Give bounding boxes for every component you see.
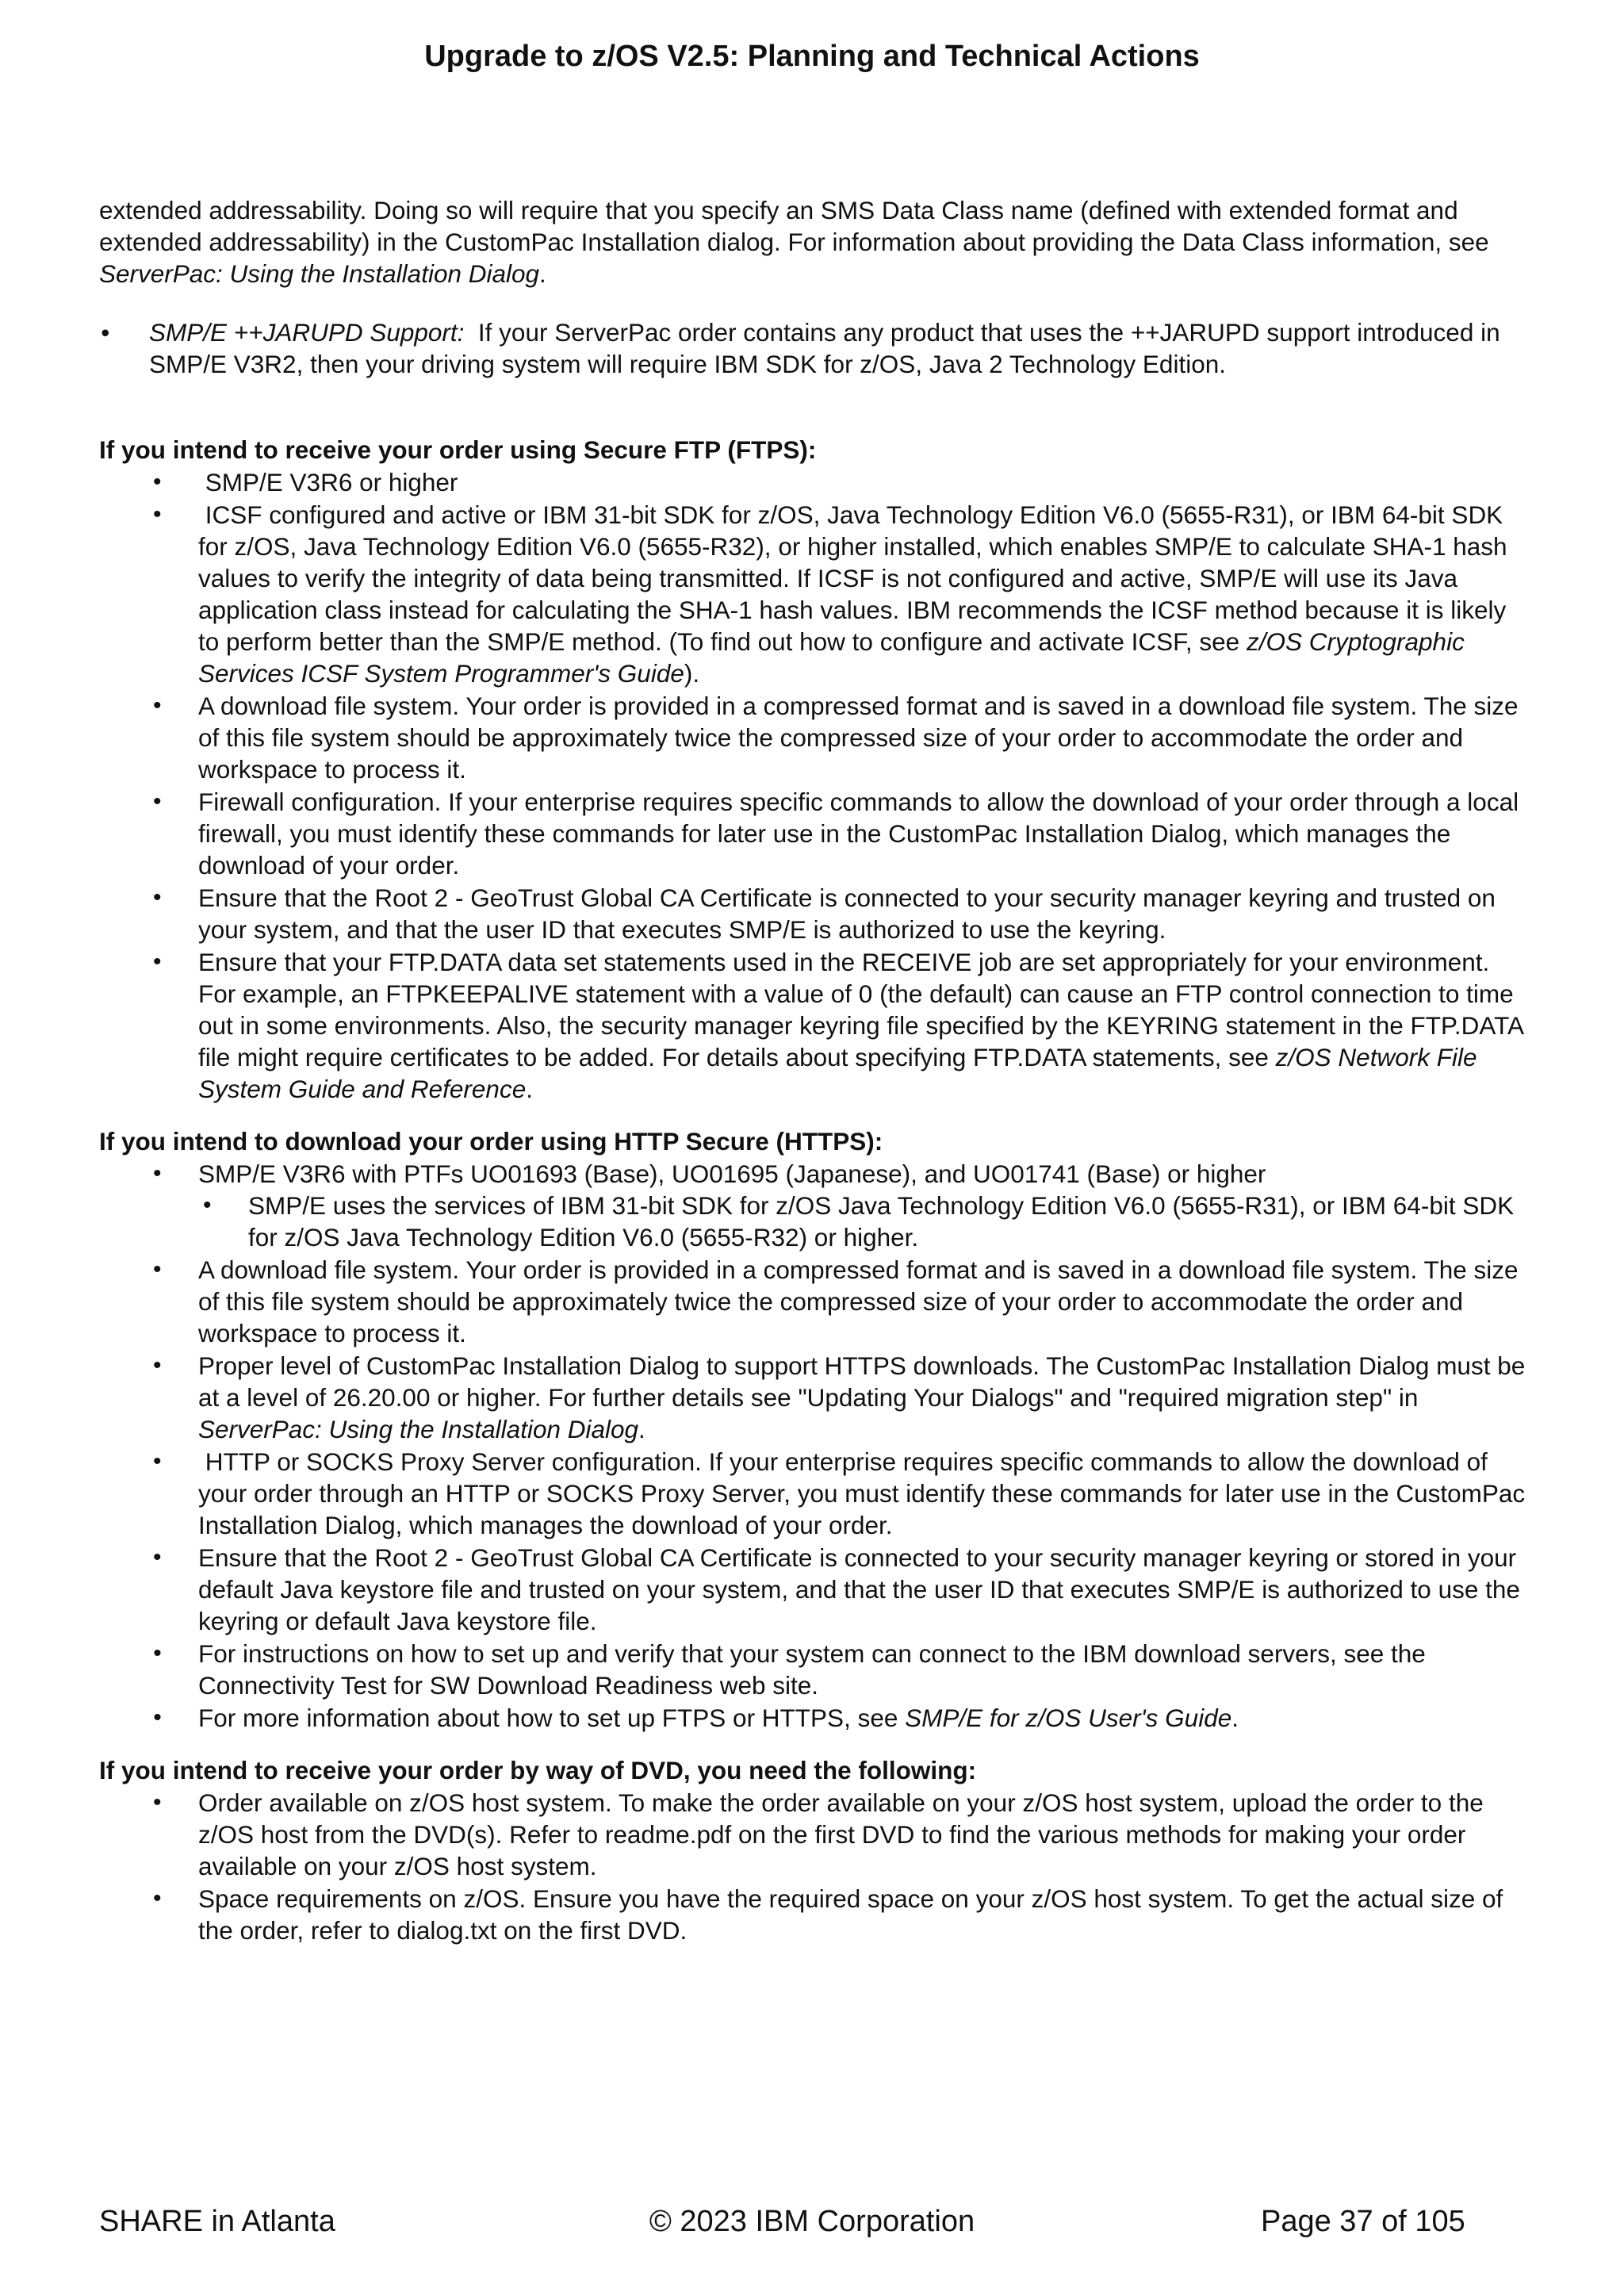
bullet-icon: • xyxy=(153,692,162,719)
doc-reference: z/OS Network File System Guide and Reference xyxy=(198,1043,1477,1103)
page-header xyxy=(0,40,1624,74)
ftps-heading: If you intend to receive your order using Secure FTP (FTPS): xyxy=(99,435,817,464)
footer-copyright: © 2023 IBM Corporation xyxy=(649,2205,975,2238)
bullet-icon: • xyxy=(153,1640,162,1666)
list-item: • Ensure that your FTP.DATA data set statements used in the RECEIVE job are set appropriately for your environment. For example, an FTPKEEPALIVE statement with a value of 0 (the default) can cause an FTP control connection to time out in some environments. Also, the security manager keyring file specified by the KEYRING statement in the FTP.DATA file might require certificates to be added. For details about specifying FTP.DATA statements, see z/OS Network File System Guide and Reference. xyxy=(153,948,1523,1103)
list-item: • ICSF configured and active or IBM 31-bit SDK for z/OS, Java Technology Edition V6.0 (5655-R31), or IBM 64-bit SDK for z/OS, Java Technology Edition V6.0 (5655-R32), or higher installed, which enables SMP/E to calculate SHA-1 hash values to verify the integrity of data being transmitted. If ICSF is not configured and active, SMP/E will use its Java application class instead for calculating the SHA-1 hash values. IBM recommends the ICSF method because it is likely to perform better than the SMP/E method. (To find out how to configure and activate ICSF, see z/OS Cryptographic Services ICSF System Programmer's Guide). xyxy=(153,500,1515,688)
bullet-icon: • xyxy=(153,1885,162,1911)
list-item: • For instructions on how to set up and verify that your system can connect to the IBM download servers, see the Connectivity Test for SW Download Readiness web site. xyxy=(153,1639,1426,1700)
bullet-icon: • xyxy=(153,1704,162,1731)
list-item: • Order available on z/OS host system. To make the order available on your z/OS host system, upload the order to the z/OS host from the DVD(s). Refer to readme.pdf on the first DVD to find the various methods for making your order available on your z/OS host system. xyxy=(153,1788,1484,1880)
doc-reference: ServerPac: Using the Installation Dialog xyxy=(198,1415,639,1443)
list-item: • Ensure that the Root 2 - GeoTrust Global CA Certificate is connected to your security manager keyring and trusted on your system, and that the user ID that executes SMP/E is authorized to use the keyring. xyxy=(153,884,1496,944)
header-title: Upgrade to z/OS V2.5: Planning and Technical Actions xyxy=(424,40,1200,73)
document-body xyxy=(99,194,1532,1946)
https-section xyxy=(99,1125,1532,1734)
list-item: • SMP/E V3R6 with PTFs UO01693 (Base), UO01695 (Japanese), and UO01741 (Base) or higher xyxy=(153,1159,1266,1188)
bullet-icon: • xyxy=(101,318,110,347)
list-item: • Firewall configuration. If your enterprise requires specific commands to allow the download of your order through a local firewall, you must identify these commands for later use in the CustomPac Installation Dialog, which manages the download of your order. xyxy=(153,788,1519,880)
bullet-icon: • xyxy=(153,1789,162,1815)
https-heading: If you intend to download your order using HTTP Secure (HTTPS): xyxy=(99,1127,883,1156)
continuation-paragraph: extended addressability. Doing so will require that you specify an SMS Data Class name (defined with extended format and extended addressability) in the CustomPac Installation dialog. For information about providing the Data Class information, see ServerPac: Using the Installation Dialog. xyxy=(99,196,1489,288)
jarupd-text: If your ServerPac order contains any product that uses the ++JARUPD support introduced in SMP/E V3R2, then your driving system will require IBM SDK for z/OS, Java 2 Technology Edition. xyxy=(149,318,1507,378)
doc-reference: ServerPac: Using the Installation Dialog xyxy=(99,259,540,288)
list-item: • For more information about how to set up FTPS or HTTPS, see SMP/E for z/OS User's Guide. xyxy=(153,1704,1239,1732)
bullet-icon: • xyxy=(153,501,162,527)
bullet-icon: • xyxy=(153,1256,162,1282)
jarupd-bullet xyxy=(99,316,1526,380)
https-list xyxy=(99,1158,1532,1734)
list-item: • Ensure that the Root 2 - GeoTrust Global CA Certificate is connected to your security manager keyring or stored in your default Java keystore file and trusted on your system, and that the user ID that executes SMP/E is authorized to use the keyring or default Java keystore file. xyxy=(153,1543,1520,1635)
ftps-list xyxy=(99,466,1526,1105)
list-item: • HTTP or SOCKS Proxy Server configuration. If your enterprise requires specific commands to allow the download of your order through an HTTP or SOCKS Proxy Server, you must identify these commands for later use in the CustomPac Installation Dialog, which manages the download of your order. xyxy=(153,1447,1532,1539)
bullet-icon: • xyxy=(153,469,162,495)
footer-event: SHARE in Atlanta xyxy=(99,2205,335,2238)
sub-list-item: • SMP/E uses the services of IBM 31-bit SDK for z/OS Java Technology Edition V6.0 (5655-R31), or IBM 64-bit SDK for z/OS Java Technology Edition V6.0 (5655-R32) or higher. xyxy=(203,1191,1515,1251)
list-item: • Space requirements on z/OS. Ensure you have the required space on your z/OS host system. To get the actual size of the order, refer to dialog.txt on the first DVD. xyxy=(153,1884,1503,1945)
bullet-icon: • xyxy=(203,1192,212,1218)
bullet-icon: • xyxy=(153,788,162,815)
list-item: • Proper level of CustomPac Installation Dialog to support HTTPS downloads. The CustomPac Installation Dialog must be at a level of 26.20.00 or higher. For further details see "Updating Your Dialogs" and "required migration step" in ServerPac: Using the Installation Dialog. xyxy=(153,1351,1526,1443)
ftps-section xyxy=(99,434,1526,1105)
bullet-icon: • xyxy=(153,949,162,975)
dvd-section xyxy=(99,1754,1526,1946)
list-item: • SMP/E V3R6 or higher xyxy=(153,468,458,496)
bullet-icon: • xyxy=(153,884,162,910)
bullet-icon: • xyxy=(153,1544,162,1570)
jarupd-label: SMP/E ++JARUPD Support: xyxy=(149,318,465,347)
list-item: • A download file system. Your order is provided in a compressed format and is saved in a download file system. The size of this file system should be approximately twice the compressed size of your order to accommodate the order and workspace to process it. xyxy=(153,1255,1519,1347)
doc-reference: z/OS Cryptographic Services ICSF System Programmer's Guide xyxy=(198,627,1465,688)
bullet-icon: • xyxy=(153,1448,162,1474)
list-item: • A download file system. Your order is provided in a compressed format and is saved in a download file system. The size of this file system should be approximately twice the compressed size of your order to accommodate the order and workspace to process it. xyxy=(153,692,1519,784)
dvd-list xyxy=(99,1787,1526,1946)
doc-reference: SMP/E for z/OS User's Guide xyxy=(905,1704,1232,1732)
bullet-icon: • xyxy=(153,1352,162,1378)
dvd-heading: If you intend to receive your order by way of DVD, you need the following: xyxy=(99,1756,977,1784)
footer-page-number: Page 37 of 105 xyxy=(1261,2205,1465,2238)
bullet-icon: • xyxy=(153,1160,162,1186)
